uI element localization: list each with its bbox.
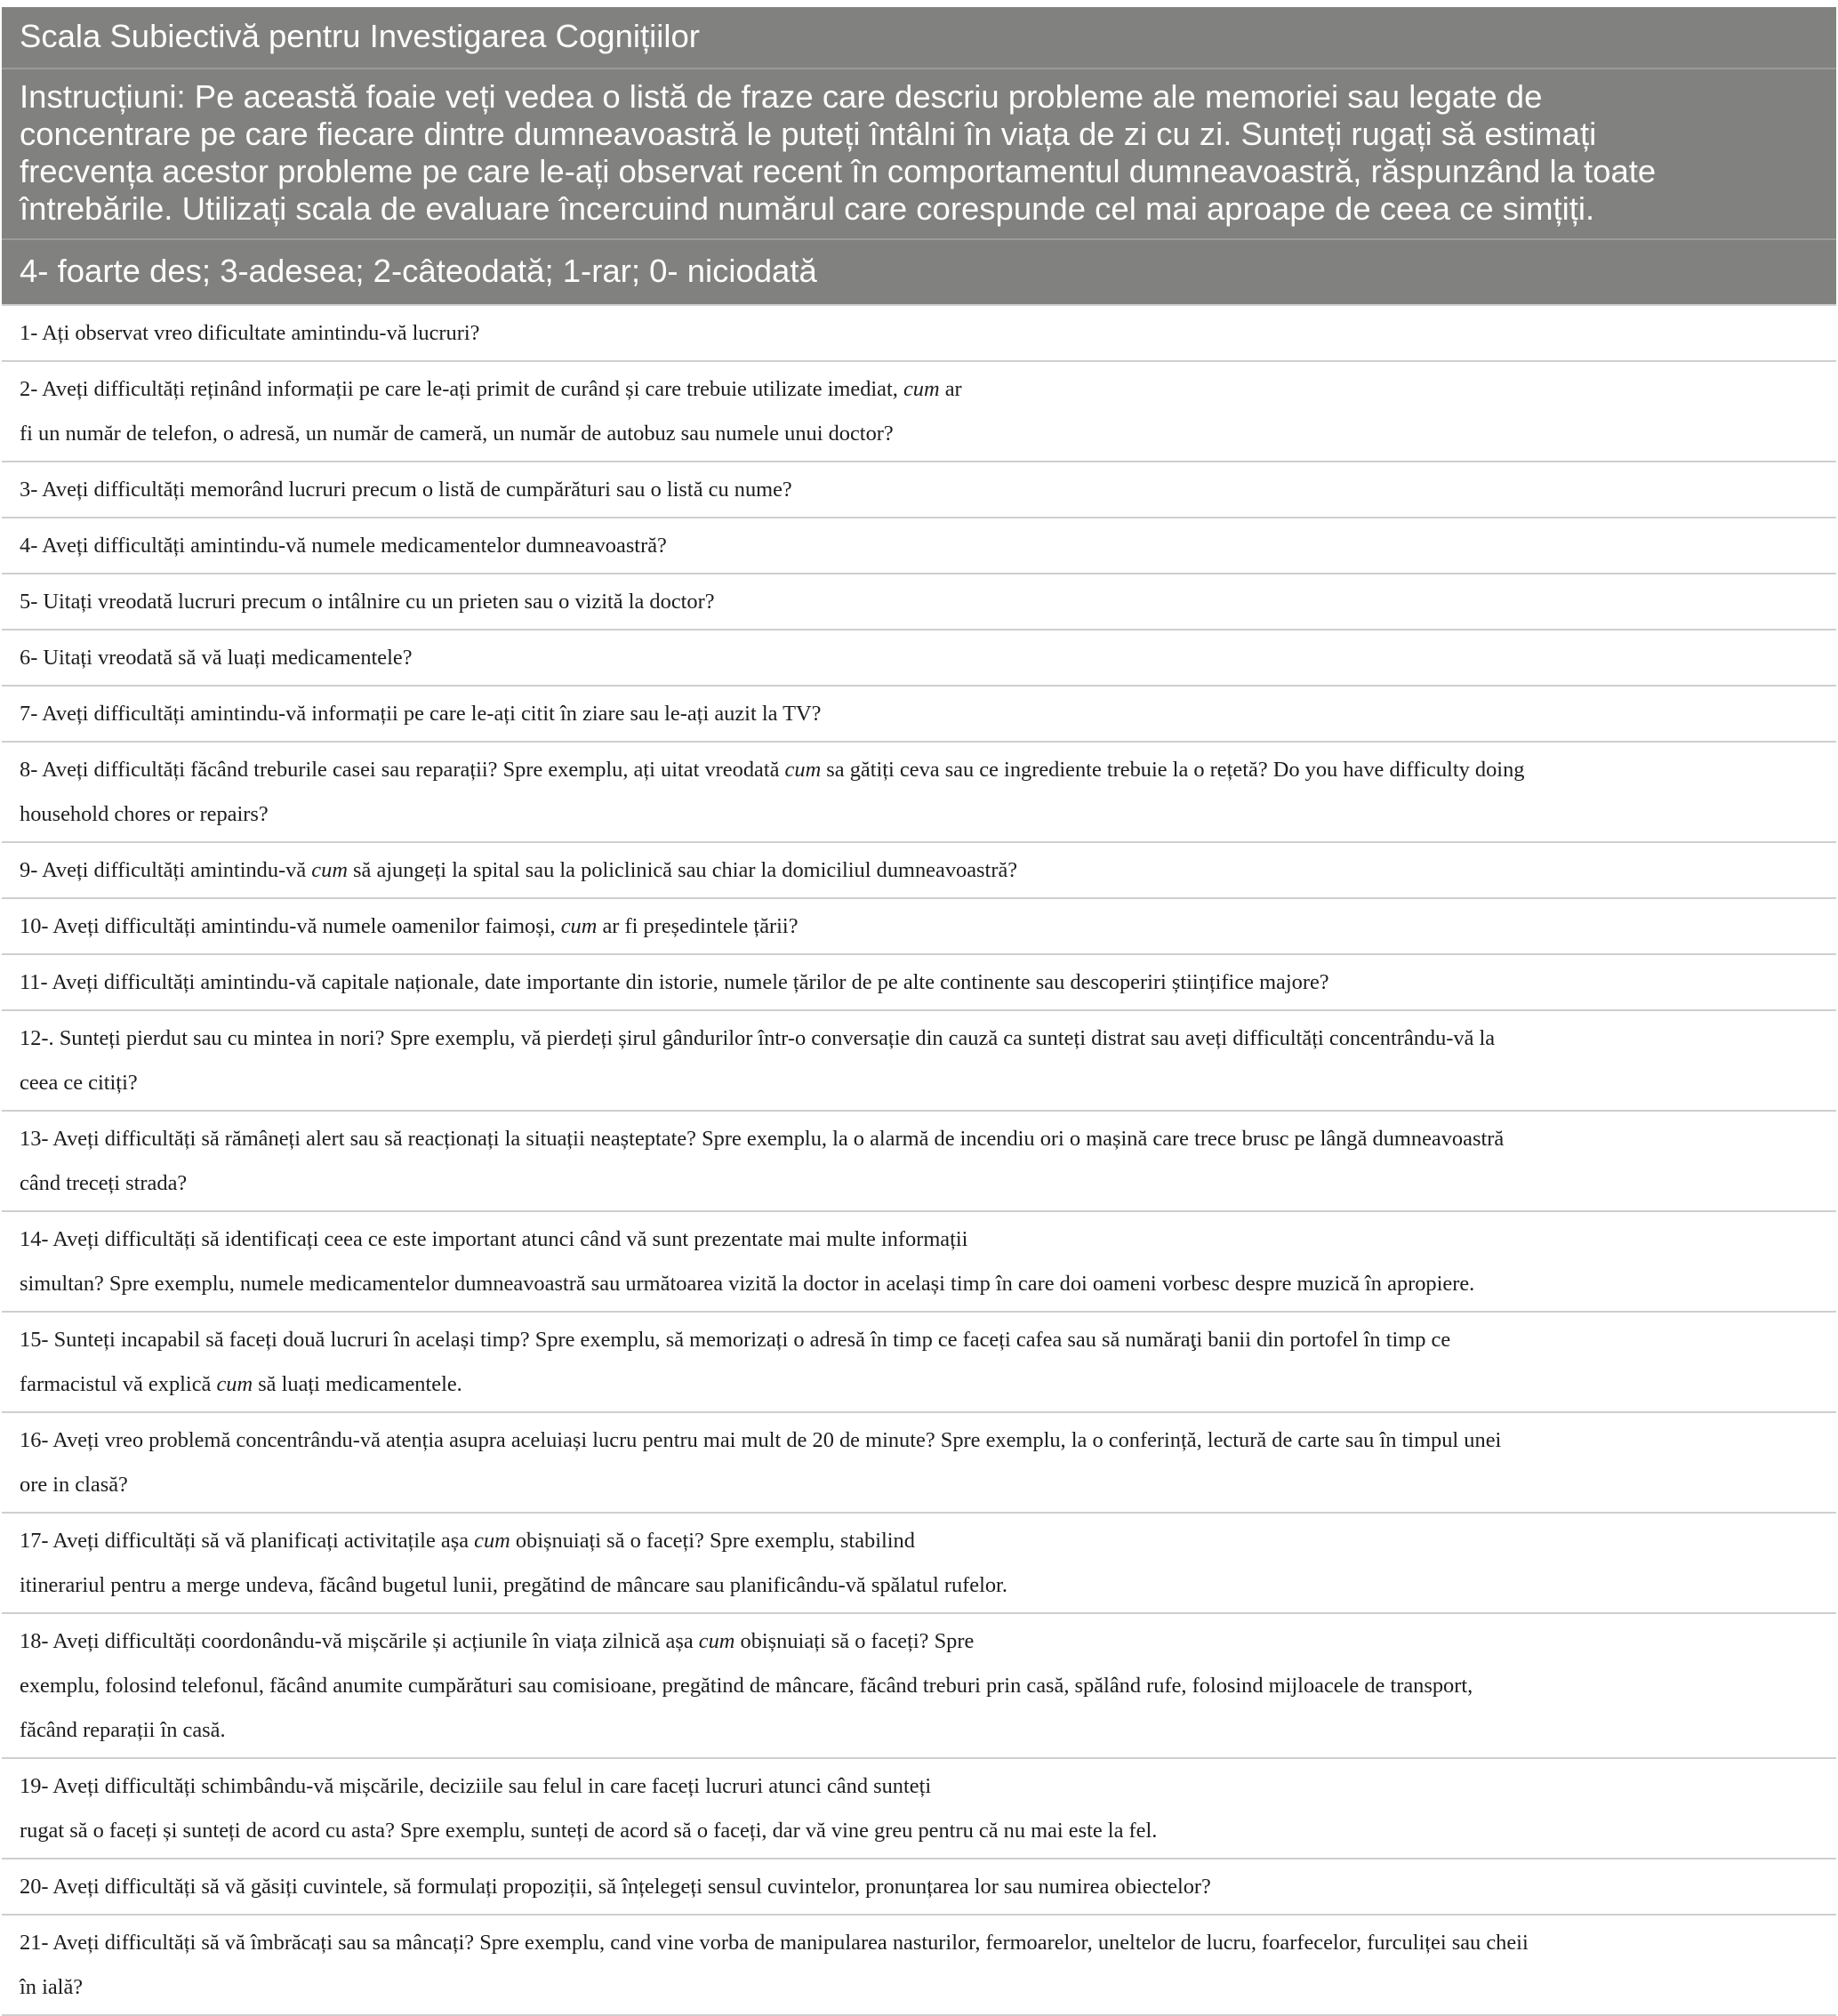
question-row: [2, 1312, 1836, 1412]
question-text-line: făcând reparații în casă.: [20, 1718, 226, 1742]
question-row: [2, 1111, 1836, 1211]
italic-term: cum: [560, 914, 598, 938]
header-instructions-row: [2, 68, 1836, 239]
question-text-line: fi un număr de telefon, o adresă, un număr de cameră, un număr de autobuz sau numele unui doctor?: [20, 422, 894, 446]
table-title: Scala Subiectivă pentru Investigarea Cognițiilor: [2, 7, 1836, 68]
question-text-line: 17- Aveți difficultăți să vă planificați activitațile așa cum obișnuiați să o faceți? Spre exemplu, stabilind: [20, 1529, 915, 1553]
scale-legend: 4- foarte des; 3-adesea; 2-câteodată; 1-rar; 0- niciodată: [2, 239, 1836, 305]
question-text-line: exemplu, folosind telefonul, făcând anumite cumpărături sau comisioane, pregătind de mâncare, făcând treburi prin casă, spălând rufe, folosind mijloacele de transport,: [20, 1674, 1473, 1698]
question-row: [2, 742, 1836, 842]
question-text-line: 3- Aveți difficultăți memorând lucruri precum o listă de cumpărături sau o listă cu nume?: [20, 478, 792, 502]
question-row: [2, 1915, 1836, 2015]
question-row: [2, 1758, 1836, 1859]
question-row: [2, 305, 1836, 361]
question-text-line: simultan? Spre exemplu, numele medicamentelor dumneavoastră sau următoarea vizită la doctor in același timp în care doi oameni vorbesc despre muzică în apropiere.: [20, 1272, 1475, 1296]
question-cell: [2, 361, 1836, 462]
question-cell: [2, 630, 1836, 686]
question-row: [2, 898, 1836, 954]
question-row: [2, 1613, 1836, 1758]
question-row: [2, 1859, 1836, 1915]
question-cell: [2, 305, 1836, 361]
question-text-line: 14- Aveți difficultăți să identificați ceea ce este important atunci când vă sunt prezentate mai multe informații: [20, 1227, 968, 1251]
question-row: [2, 518, 1836, 574]
italic-term: cum: [474, 1529, 510, 1553]
question-text-line: ore in clasă?: [20, 1473, 128, 1497]
questionnaire-table: [2, 7, 1836, 2016]
question-text-line: 8- Aveți difficultăți făcând treburile casei sau reparații? Spre exemplu, ați uitat vreodată cum sa gătiți ceva sau ce ingrediente trebuie la o rețetă? Do you have difficulty doing: [20, 758, 1525, 782]
question-cell: [2, 1513, 1836, 1613]
question-cell: [2, 1915, 1836, 2015]
question-text-line: 12-. Sunteți pierdut sau cu mintea in nori? Spre exemplu, vă pierdeți șirul gândurilor într-o conversație din cauză ca sunteți distrat sau aveți difficultăți concentrându-vă la: [20, 1026, 1496, 1050]
question-text-line: 20- Aveți difficultăți să vă găsiți cuvintele, să formulați propoziții, să înțelegeți sensul cuvintelor, pronunțarea lor sau numirea obiectelor?: [20, 1875, 1211, 1899]
instructions-line: concentrare pe care fiecare dintre dumneavoastră le puteți întâlni în viața de zi cu zi. Sunteți rugați să estimați: [20, 116, 1597, 152]
header-scale-row: [2, 239, 1836, 305]
question-text-line: 9- Aveți difficultăți amintindu-vă cum să ajungeți la spital sau la policlinică sau chiar la domiciliul dumneavoastră?: [20, 858, 1018, 882]
question-row: [2, 1513, 1836, 1613]
question-row: [2, 630, 1836, 686]
question-cell: [2, 1111, 1836, 1211]
question-text-line: 1- Ați observat vreo dificultate amintindu-vă lucruri?: [20, 321, 480, 345]
question-text-line: ceea ce citiți?: [20, 1071, 138, 1095]
question-text-line: 18- Aveți difficultăți coordonându-vă mișcările și acțiunile în viața zilnică așa cum obișnuiați să o faceți? Spre: [20, 1629, 975, 1653]
question-cell: [2, 1859, 1836, 1915]
question-cell: [2, 1010, 1836, 1111]
question-text-line: rugat să o faceți și sunteți de acord cu asta? Spre exemplu, sunteți de acord să o faceți, dar vă vine greu pentru că nu mai este la fel.: [20, 1819, 1158, 1843]
question-cell: [2, 462, 1836, 518]
question-text-line: 7- Aveți difficultăți amintindu-vă informații pe care le-ați citit în ziare sau le-ați auzit la TV?: [20, 702, 822, 726]
question-row: [2, 574, 1836, 630]
question-text-line: farmacistul vă explică cum să luați medicamentele.: [20, 1372, 462, 1396]
question-row: [2, 686, 1836, 742]
questionnaire-table-body: [2, 7, 1836, 2015]
question-text-line: 15- Sunteți incapabil să faceți două lucruri în același timp? Spre exemplu, să memorizați o adresă în timp ce faceți cafea sau să număraţi banii din portofel în timp ce: [20, 1328, 1451, 1352]
question-text-line: 4- Aveți difficultăți amintindu-vă numele medicamentelor dumneavoastră?: [20, 534, 667, 558]
question-text-line: 13- Aveți difficultăți să rămâneți alert sau să reacționați la situații neașteptate? Spre exemplu, la o alarmă de incendiu ori o mașină care trece brusc pe lângă dumneavoastră: [20, 1127, 1505, 1151]
question-text-line: 11- Aveți difficultăți amintindu-vă capitale naționale, date importante din istorie, numele țărilor de pe alte continente sau descoperiri științifice majore?: [20, 970, 1329, 994]
question-cell: [2, 686, 1836, 742]
question-text-line: 6- Uitați vreodată să vă luați medicamentele?: [20, 646, 413, 670]
question-text-line: 16- Aveți vreo problemă concentrându-vă atenția asupra aceluiași lucru pentru mai mult de 20 de minute? Spre exemplu, la o conferință, lectură de carte sau în timpul unei: [20, 1428, 1502, 1452]
question-text-line: când treceți strada?: [20, 1171, 188, 1195]
question-cell: [2, 574, 1836, 630]
question-row: [2, 842, 1836, 898]
question-row: [2, 1010, 1836, 1111]
question-cell: [2, 954, 1836, 1010]
question-cell: [2, 1211, 1836, 1312]
instructions-line: frecvența acestor probleme pe care le-ați observat recent în comportamentul dumneavoastră, răspunzând la toate: [20, 153, 1657, 189]
question-cell: [2, 518, 1836, 574]
italic-term: cum: [311, 858, 348, 882]
question-cell: [2, 1758, 1836, 1859]
question-cell: [2, 1312, 1836, 1412]
question-cell: [2, 1412, 1836, 1513]
question-row: [2, 462, 1836, 518]
question-cell: [2, 1613, 1836, 1758]
question-row: [2, 1412, 1836, 1513]
instructions-line: Instrucțiuni: Pe această foaie veți vedea o listă de fraze care descriu probleme ale memoriei sau legate de: [20, 78, 1543, 115]
question-cell: [2, 842, 1836, 898]
italic-term: cum: [784, 758, 822, 782]
question-text-line: 19- Aveți difficultăți schimbându-vă mișcările, deciziile sau felul in care faceți lucruri atunci când sunteți: [20, 1774, 932, 1798]
question-cell: [2, 898, 1836, 954]
instructions-line: întrebările. Utilizați scala de evaluare încercuind numărul care corespunde cel mai aproape de ceea ce simțiți.: [20, 190, 1595, 227]
question-text-line: 5- Uitați vreodată lucruri precum o intâlnire cu un prieten sau o vizită la doctor?: [20, 590, 715, 614]
instructions-cell: [2, 68, 1836, 239]
italic-term: cum: [903, 377, 940, 401]
question-row: [2, 954, 1836, 1010]
italic-term: cum: [698, 1629, 735, 1653]
question-cell: [2, 742, 1836, 842]
question-text-line: în ială?: [20, 1975, 84, 1999]
italic-term: cum: [216, 1372, 253, 1396]
question-text-line: 21- Aveți difficultăți să vă îmbrăcați sau sa mâncați? Spre exemplu, cand vine vorba de manipularea nasturilor, fermoarelor, uneltelor de lucru, foarfecelor, furculiței sau cheii: [20, 1931, 1529, 1955]
question-row: [2, 1211, 1836, 1312]
question-text-line: 2- Aveți difficultăți reținând informații pe care le-ați primit de curând și care trebuie utilizate imediat, cum ar: [20, 377, 962, 401]
header-title-row: [2, 7, 1836, 68]
question-text-line: household chores or repairs?: [20, 802, 269, 826]
question-text-line: itinerariul pentru a merge undeva, făcând bugetul lunii, pregătind de mâncare sau planificându-vă spălatul rufelor.: [20, 1573, 1007, 1597]
question-row: [2, 361, 1836, 462]
question-text-line: 10- Aveți difficultăți amintindu-vă numele oamenilor faimoși, cum ar fi președintele țării?: [20, 914, 799, 938]
